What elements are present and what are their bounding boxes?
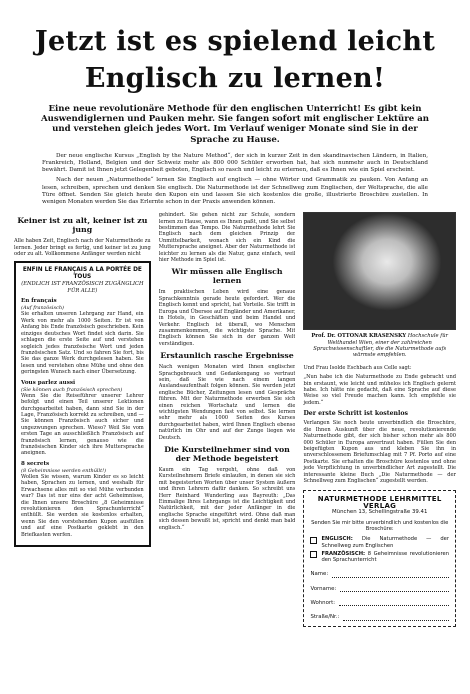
lead-paragraph: Nach der neuen „Naturmethode“ lernen Sie Englisch auf englisch — ohne Wörter und Grammatik zu pauken. Von Anfang an lesen, schreiben, sprechen und denken Sie englisch. Die Naturmethode ist der Schnellweg zum Englischen, der Weltsprache, die alle Türe öffnet. Senden Sie gleich heute den Kupon ein und lassen Sie sich kostenlos die große, illustrierte Broschüre zustellen. In wenigen Monaten werden Sie das Erlernte schon in der Praxis anwenden können.	[42, 177, 428, 206]
col2-paragraph-1: gehindert. Sie gehen nicht zur Schule, sondern lernen zu Hause, wann es Ihnen paßt, und Sie selbst bestimmen das Tempo. Die Naturmethode lehrt Sie Englisch nach dem gleichen Prinzip der Unmittelbarkeit, wonach sich ein Kind die Muttersprache aneignet. Aber der Naturmethode ist leichter zu lernen als die Natur, ganz einfach, weil hier Methode im Spiel ist.	[158, 212, 296, 264]
col2-heading-3: Die Kursteilnehmer sind von der Methode begeistert	[164, 445, 290, 464]
deck-text: Eine neue revolutionäre Methode für den englischen Unterricht! Es gibt kein Auswendiglernen und Pauken mehr. Sie fangen sofort mit englischer Lektüre an und verstehen gleich jedes Wort. Im Verlauf weniger Monate sind Sie in der Sprache zu Hause.	[40, 104, 430, 145]
french-section-2-sub: (Sie können auch französisch sprechen)	[21, 386, 123, 393]
caption-text: Hochschule für Welthandel Wien, einer der zahlreichen Sprachwissenschaftler, die die Naturmethode aufs wärmste empfehlen.	[313, 333, 449, 359]
coupon-title: NATURMETHODE LEHRMITTEL VERLAG	[317, 495, 442, 510]
vorname-field[interactable]	[310, 586, 449, 592]
coupon-option-english[interactable]	[310, 536, 449, 548]
col2-paragraph-4: Kaum ein Tag vergeht, ohne daß von Kursteilnehmern Briefe einlaufen, in denen sie sich mit begeisterten Worten über unser System äußern und ihren Lehrern dafür danken. So schreibt uns Herr Reinhard Wunderling aus Bayreuth: „Das Einmalige Ihres Lehrgangs ist die Leichtigkeit und Natürlichkeit, mit der jeder Anfänger in die englische Sprache eingeführt wird. Ohne daß man sich dessen bewußt ist, spricht und denkt man bald englisch.“	[158, 467, 296, 531]
photo-caption	[309, 333, 450, 359]
col1-heading: Keiner ist zu alt, keiner ist zu jung	[17, 216, 148, 235]
col2-heading-1: Wir müssen alle Englisch lernen	[171, 267, 283, 286]
french-box	[14, 261, 151, 547]
english-checkbox[interactable]	[310, 537, 317, 544]
caption-name: Prof. Dr. OTTONAR KRASENSKY	[311, 333, 407, 340]
french-section-3-text: Wollen Sie wissen, warum Kinder es so leicht haben, Sprachen zu lernen, und weshalb für Erwachsene alles mit so viel Mühe verbunden war? Das ist nur eins der acht Geheimnisse, die Ihnen unsere Broschüre „8 Geheimnisse revolutionieren den Sprachunterricht“ enthüllt. Sie werden sie kostenlos erhalten, wenn Sie den vorstehenden Kupon ausfüllen und auf eine Postkarte geklebt in den Briefkasten werfen.	[21, 474, 144, 538]
french-box-subtitle: (ENDLICH IST FRANZÖSISCH ZUGÄNGLICH FÜR ALLE)	[21, 281, 144, 294]
headline-line-2: Englisch zu lernen!	[84, 63, 386, 94]
coupon-address: München 13, Schellingstraße 39.41	[332, 509, 428, 516]
lead-section	[14, 153, 456, 206]
french-section-1-sub: (Auf französisch)	[21, 305, 65, 312]
french-section-1-title: En français	[21, 298, 57, 305]
french-section-3-title: 8 secrets	[21, 460, 50, 467]
body-columns	[14, 212, 456, 658]
french-section-3-sub: (8 Geheimnisse werden enthüllt!)	[21, 467, 107, 474]
french-box-title: ENFIN LE FRANÇAIS A LA PORTÉE DE TOUS	[22, 267, 142, 281]
french-checkbox[interactable]	[310, 551, 317, 558]
french-section-1-text: Sie erhalten unseren Lehrgang zur Hand, ein Werk von mehr als 1000 Seiten. Er ist von Anfang bis Ende französisch geschrieben. Kein einziges deutsches Wort findet sich darin. Sie schlagen die erste Seite auf und verstehen sogleich jedes französische Wort und jeden französischen Satz. Und so fahren Sie fort, bis Sie das ganze Werk durchgelesen haben. Sie lesen und verstehen ohne Mühe und ohne den geringsten Wunsch nach einer Übersetzung.	[21, 311, 144, 376]
column-2	[159, 212, 296, 658]
wohnort-input[interactable]	[339, 600, 449, 606]
headline-line-1: Jetzt ist es spielend leicht	[34, 26, 436, 57]
name-label: Name:	[310, 571, 329, 578]
col2-paragraph-3: Nach wenigen Monaten wird Ihnen englischer Sprachgebrauch und Gedankengang so vertraut sein, daß Sie wie nach einem langen Auslandsaufenthalt folgen können. Sie werden jetzt englische Bücher, Zeitungen lesen und Gespräche führen. Mit der Naturmethode erwerben Sie sich einen reichen Wortschatz und lernen die wichtigsten Wendungen fast von selbst. Sie lernen sehr mehr als 1000 Seiten des Kurses durchgearbeitet haben, wird Ihnen Englisch ebenso natürlich im Ohr und auf der Zunge liegen wie Deutsch.	[158, 364, 296, 441]
option-english-label: ENGLISCH:	[321, 536, 353, 543]
option-english-text: Die Naturmethode — der Schnellweg zum Englischen	[321, 536, 450, 549]
option-french-label: FRANZÖSISCH:	[321, 550, 366, 557]
portrait-photo	[303, 212, 456, 330]
col2-heading-2: Erstaunlich rasche Ergebnisse	[160, 351, 294, 361]
col3-heading: Der erste Schritt ist kostenlos	[303, 410, 408, 418]
option-french-text: 8 Geheimnisse revolutionieren den Sprachunterricht	[321, 550, 449, 563]
vorname-input[interactable]	[340, 586, 449, 592]
lead-paragraph: Der neue englische Kursus „English by the Nature Method“, der sich in kurzer Zeit in den skandinavischen Ländern, in Italien, Frankreich, Holland, Belgien und der Schweiz mehr als 800 000 Schüler erworben hat, hat sich nunmehr auch in Deutschland bewährt. Damit ist Ihnen jetzt Gelegenheit geboten, Englisch so rasch und leicht zu erlernen, daß es Ihnen wie ein Spiel erscheint.	[42, 152, 428, 174]
col2-paragraph-2: Im praktischen Leben wird eine genaue Sprachkenntnis gerade heute gefordert. Wer die Englisch kennt und spricht, hat Vorteile. Sie trifft in Europa und Übersee auf Engländer und Amerikaner, in Hotels, in Geschäften und beim Handel und Verkehr. Englisch ist überall, wo Menschen zusammenkommen, die wichtigste Sprache. Mit Englisch können Sie sich in der ganzen Welt verständigen.	[158, 289, 296, 347]
wohnort-label: Wohnort:	[310, 600, 336, 607]
french-section-2-title: Vous parlez aussi	[21, 379, 76, 386]
column-3	[303, 212, 456, 658]
wohnort-field[interactable]	[310, 600, 449, 606]
coupon-text: Senden Sie mir bitte unverbindlich und kostenlos die Broschüre:	[311, 519, 449, 532]
strasse-field[interactable]	[310, 614, 449, 620]
col3-paragraph: Verlangen Sie noch heute unverbindlich die Broschüre, die Ihnen Auskunft über die neue, revolutionierende Naturmethode gibt, der sich bisher schon mehr als 800 000 Schüler in Europa anvertraut haben. Füllen Sie den beigefügten Kupon aus und kleben Sie ihn in unverschlossenem Briefumschlag mit 7 Pf. Porto auf eine Postkarte. Sie erhalten die Broschüre kostenlos und ohne jede Verpflichtung in unverbindlicher Art zugestellt. Die interessante kleine Buch „Die Naturmethode — der Schnellweg zum Englischen“ zugestellt werden.	[303, 420, 456, 484]
name-field[interactable]	[310, 571, 449, 577]
coupon-option-french[interactable]	[310, 551, 449, 563]
order-coupon[interactable]	[303, 490, 456, 626]
strasse-label: Straße/Nr.:	[310, 614, 340, 621]
col1-paragraph: Alle haben Zeit, Englisch nach der Naturmethode zu lernen. Jeder bringt es fertig, und keiner ist zu jung oder zu alt. Vollkommene Anfänger werden nicht	[14, 238, 151, 258]
french-section-2-text: Wenn Sie die Reiseführer unserer Lehrer befolgt und einen Teil unserer Lektionen durchgearbeitet haben, dann sind Sie in der Lage, Französisch korrekt zu schreiben, und — Sie können Französisch auch sicher und ungezwungen sprechen. Wieso? Weil Sie vom ersten Tage an ausschließlich Französisch auf französisch lernen, genauso wie die französischen Kinder sich ihre Muttersprache aneignen.	[21, 392, 144, 457]
vorname-label: Vorname:	[310, 585, 337, 592]
col3-quote-intro: Und Frau Isolde Eschbach aus Celle sagt:	[303, 364, 412, 371]
column-1	[14, 212, 151, 658]
strasse-input[interactable]	[343, 615, 449, 621]
col3-quote: „Nun habe ich die Naturmethode zu Ende gebracht und bin erstaunt, wie leicht und mühelos ich Englisch gelernt habe. Ich hätte nie gedacht, daß eine Sprache auf diese Weise so viel Freude machen kann. Ich empfehle sie jedem.“	[303, 374, 456, 406]
name-input[interactable]	[332, 572, 449, 578]
